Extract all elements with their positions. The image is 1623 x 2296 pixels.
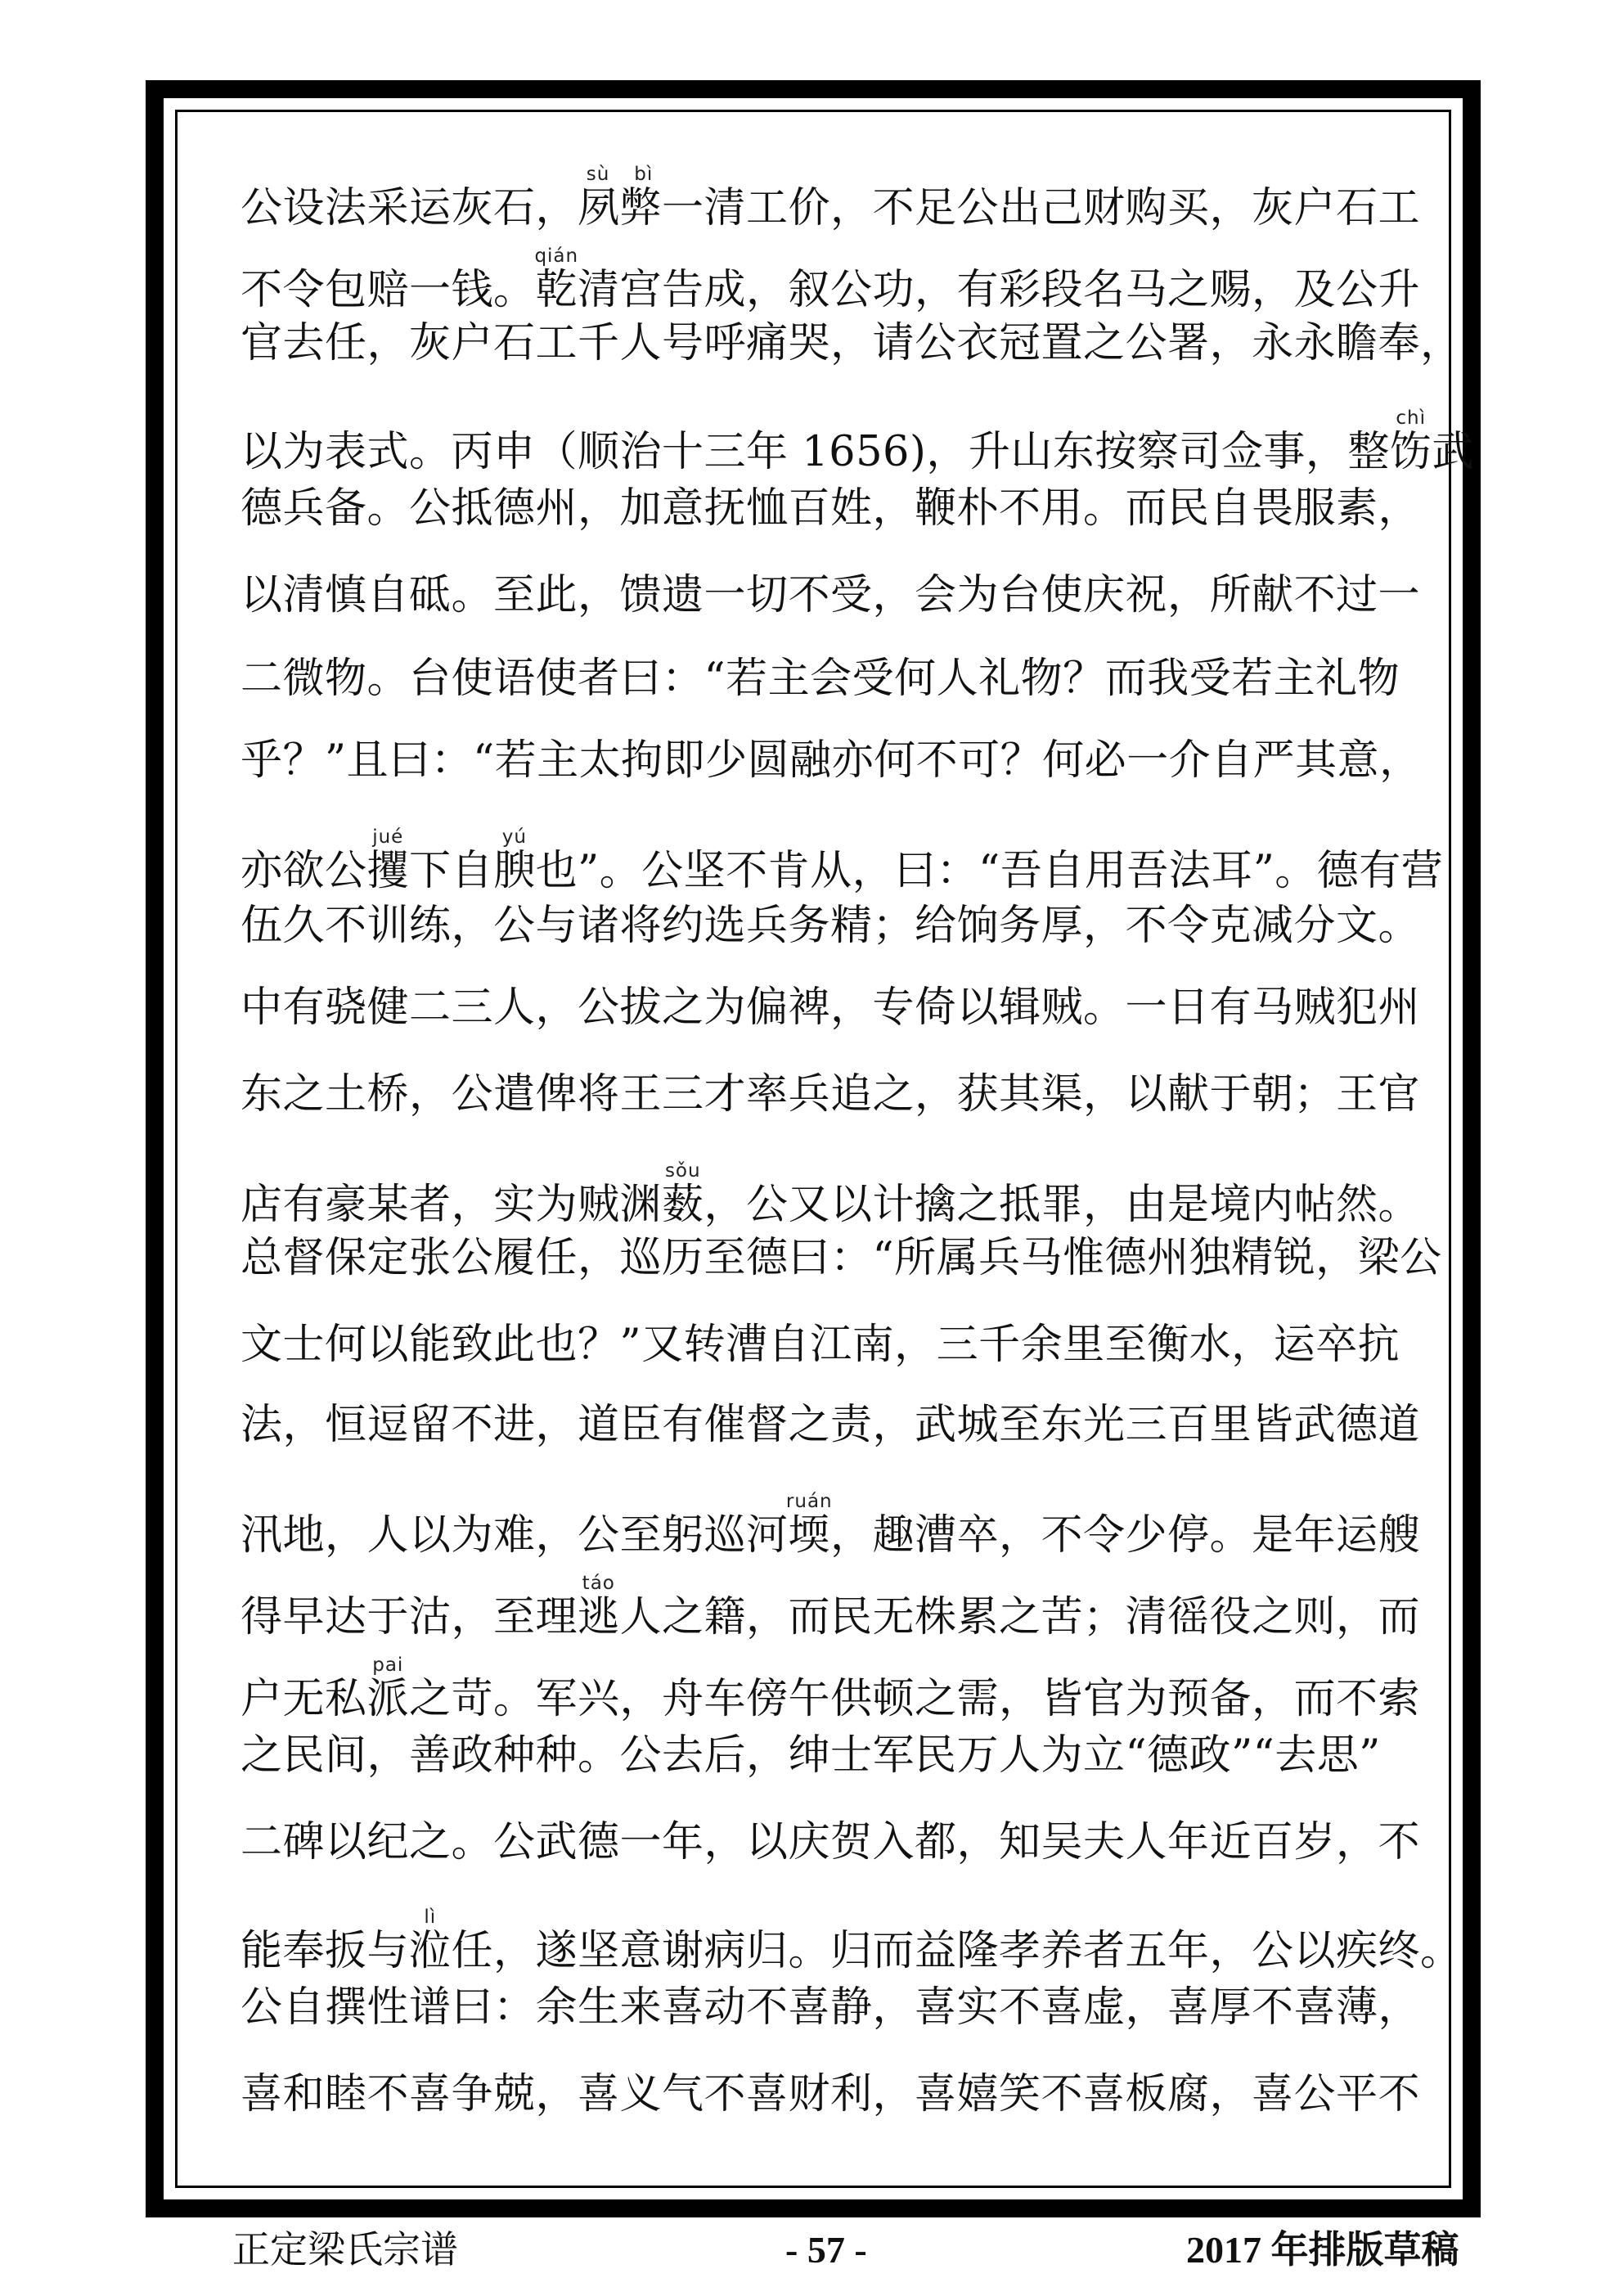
- text-line: 伍久不训练，公与诸将约选兵务精；给饷务厚，不令克减分文。: [241, 902, 1421, 950]
- text-line: 能奉扳与涖lì任，遂坚意谢病归。归而益隆孝养者五年，公以疾终。: [241, 1907, 1463, 1975]
- text-line: 总督保定张公履任，巡历至德曰：“所属兵马惟德州独精锐，梁公: [241, 1234, 1442, 1282]
- text-line: 亦欲公攫jué下自腴yú也”。公坚不肯从，曰：“吾自用吾法耳”。德有营: [241, 826, 1444, 895]
- pinyin-annotation: jué: [366, 826, 410, 848]
- annotated-char: 涖lì: [409, 1907, 452, 1975]
- annotated-char: 腴yú: [493, 826, 536, 895]
- text-line: 二微物。台使语使者曰：“若主会受何人礼物？而我受若主礼物: [241, 655, 1400, 703]
- footer-title: 正定梁氏宗谱: [232, 2229, 458, 2271]
- text-line: 法，恒逗留不进，道臣有催督之责，武城至东光三百里皆武德道: [241, 1401, 1421, 1449]
- text-line: 之民间，善政种种。公去后，绅士军民万人为立“德政”“去思”: [241, 1731, 1381, 1780]
- pinyin-annotation: ruán: [785, 1491, 833, 1512]
- pinyin-annotation: yú: [493, 826, 536, 848]
- pinyin-annotation: lì: [409, 1907, 452, 1928]
- pinyin-annotation: sǒu: [662, 1160, 704, 1182]
- annotated-char: 派pai: [366, 1654, 410, 1723]
- annotated-char: 逃táo: [578, 1573, 620, 1641]
- text-line: 不令包赔一钱。乾qián清宫告成，叙公功，有彩段名马之赐，及公升: [241, 245, 1421, 314]
- text-line: 公设法采运灰石，夙弊sù bì一清工价，不足公出己财购买，灰户石工: [241, 164, 1421, 232]
- text-line: 公自撰性谱曰：余生来喜动不喜静，喜实不喜虚，喜厚不喜薄，: [241, 1983, 1421, 2032]
- annotated-char: 薮sǒu: [662, 1160, 704, 1229]
- page-number: - 57 -: [785, 2229, 867, 2271]
- text-line: 官去任，灰户石工千人号呼痛哭，请公衣冠置之公署，永永瞻奉，: [241, 319, 1463, 367]
- annotated-char: 攫jué: [366, 826, 410, 895]
- pinyin-annotation: táo: [578, 1573, 620, 1594]
- pinyin-annotation: sù bì: [578, 164, 663, 185]
- text-line: 得早达于沽，至理逃táo人之籍，而民无株累之苦；清徭役之则，而: [241, 1573, 1421, 1641]
- text-line: 东之土桥，公遣俾将王三才率兵追之，获其渠，以献于朝；王官: [241, 1070, 1421, 1119]
- text-line: 户无私派pai之苛。军兴，舟车傍午供顿之需，皆官为预备，而不索: [241, 1654, 1421, 1723]
- text-line: 文士何以能致此也？”又转漕自江南，三千余里至衡水，运卒抗: [241, 1321, 1400, 1369]
- pinyin-annotation: chì: [1389, 407, 1432, 429]
- text-line: 乎？”且曰：“若主太拘即少圆融亦何不可？何必一介自严其意，: [241, 736, 1422, 785]
- text-line: 喜和睦不喜争兢，喜义气不喜财利，喜嬉笑不喜板腐，喜公平不: [241, 2070, 1421, 2118]
- text-line: 中有骁健二三人，公拔之为偏裨，专倚以辑贼。一日有马贼犯州: [241, 984, 1421, 1032]
- footer-draft-note: 2017 年排版草稿: [1186, 2229, 1459, 2271]
- text-line: 二碑以纪之。公武德一年，以庆贺入都，知吴夫人年近百岁，不: [241, 1818, 1421, 1866]
- text-line: 汛地，人以为难，公至躬巡河堧ruán，趣漕卒，不令少停。是年运艘: [241, 1491, 1421, 1560]
- annotated-char: 堧ruán: [785, 1491, 833, 1560]
- text-line: 店有豪某者，实为贼渊薮sǒu，公又以计擒之抵罪，由是境内帖然。: [241, 1160, 1421, 1229]
- text-line: 以清慎自砥。至此，馈遗一切不受，会为台使庆祝，所献不过一: [241, 571, 1421, 619]
- pinyin-annotation: qián: [534, 245, 579, 267]
- text-line: 以为表式。丙申（顺治十三年 1656)，升山东按察司佥事，整饬chì武: [241, 407, 1474, 476]
- annotated-char: 乾qián: [534, 245, 579, 314]
- annotated-char: 夙弊sù bì: [578, 164, 663, 232]
- annotated-char: 饬chì: [1389, 407, 1432, 476]
- text-line: 德兵备。公抵德州，加意抚恤百姓，鞭朴不用。而民自畏服素，: [241, 484, 1421, 533]
- pinyin-annotation: pai: [366, 1654, 410, 1676]
